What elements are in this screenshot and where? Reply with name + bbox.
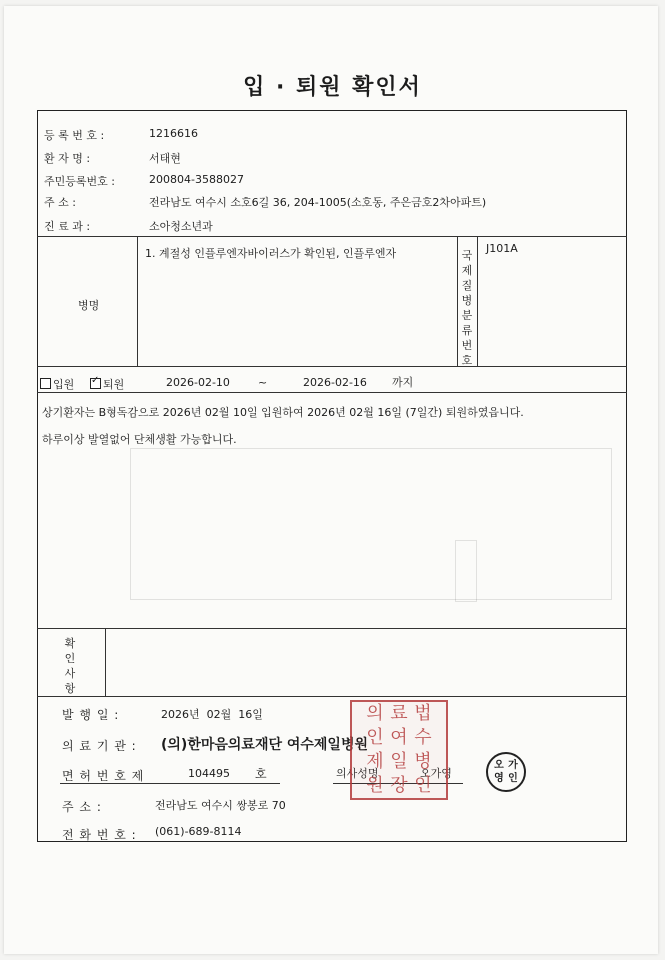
- divider: [457, 236, 458, 366]
- icd-code-value: J101A: [486, 242, 518, 255]
- divider: [37, 366, 627, 367]
- department-label: 진 료 과 :: [44, 220, 91, 233]
- discharge-label: 퇴원: [103, 378, 125, 391]
- patient-name-label: 환 자 명 :: [44, 152, 91, 165]
- hospital-address: 전라남도 여수시 쌍봉로 70: [155, 799, 286, 812]
- discharge-checkbox[interactable]: [90, 378, 101, 389]
- rrn-label: 주민등록번호 :: [44, 175, 115, 188]
- remarks-line-1: 상기환자는 B형독감으로 2026년 02월 10일 입원하여 2026년 02월 16일 (7일간) 퇴원하였읍니다.: [42, 406, 524, 419]
- issue-month-unit: 월: [220, 708, 232, 721]
- divider: [37, 392, 627, 393]
- patient-name-value: 서태현: [149, 152, 181, 165]
- divider: [105, 628, 106, 696]
- license-label: 면 허 번 호 제: [62, 769, 145, 783]
- reg-number-value: 1216616: [149, 127, 198, 140]
- hospital-phone-label: 전 화 번 호 :: [62, 828, 137, 842]
- license-underline: [60, 783, 280, 784]
- hospital-seal-stamp: 의 료 법 인 여 수 제 일 병 원 장 인: [350, 700, 448, 800]
- issue-date: [161, 706, 263, 722]
- divider: [477, 236, 478, 366]
- divider: [37, 236, 627, 237]
- stay-tilde: ~: [258, 376, 268, 389]
- document-title: 입 · 퇴원 확인서: [243, 75, 422, 100]
- bleed-through-shadow: [455, 540, 477, 602]
- reg-number-label: 등 록 번 호 :: [44, 129, 105, 142]
- divider: [37, 696, 627, 697]
- issue-month: 02: [206, 708, 221, 721]
- institution-name: (의)한마음의료재단 여수제일병원: [161, 737, 369, 753]
- diagnosis-label: 병명: [78, 299, 100, 312]
- license-number: 104495: [188, 767, 230, 780]
- doctor-label: 의사성명: [336, 767, 379, 780]
- issue-day-unit: 일: [252, 708, 263, 721]
- admission-checkbox-group: [40, 376, 74, 392]
- confirmation-label: 확인사항: [64, 637, 76, 695]
- stay-end-date: 2026-02-16: [303, 376, 367, 389]
- address-label: 주 소 :: [44, 196, 76, 209]
- address-value: 전라남도 여수시 소호6길 36, 204-1005(소호동, 주은금호2차아파트): [149, 196, 487, 209]
- institution-label: 의 료 기 관 :: [62, 739, 137, 753]
- issue-year: 2026: [161, 708, 189, 721]
- issue-date-label: 발 행 일 :: [62, 708, 120, 722]
- remarks-line-2: 하루이상 발열없어 단체생활 가능합니다.: [42, 433, 237, 446]
- admission-checkbox[interactable]: [40, 378, 51, 389]
- stay-start-date: 2026-02-10: [166, 376, 230, 389]
- department-value: 소아청소년과: [149, 220, 213, 233]
- issue-year-unit: 년: [189, 708, 200, 721]
- admission-label: 입원: [53, 378, 75, 391]
- hospital-phone: (061)-689-8114: [155, 825, 242, 838]
- diagnosis-text: 1. 계절성 인플루엔자바이러스가 확인된, 인플루엔자: [145, 247, 397, 260]
- doctor-seal-stamp: 오 가 영 인: [486, 752, 526, 792]
- divider: [137, 236, 138, 366]
- stay-until: 까지: [392, 376, 414, 389]
- bleed-through-shadow: [130, 448, 612, 600]
- divider: [37, 628, 627, 629]
- license-unit: 호: [255, 767, 267, 781]
- icd-code-label: 국제질병분류번호: [461, 249, 473, 367]
- issue-day: 16: [238, 708, 253, 721]
- discharge-checkbox-group: [90, 376, 124, 392]
- rrn-value: 200804-3588027: [149, 173, 244, 186]
- doctor-name: 오가영: [420, 767, 452, 780]
- hospital-address-label: 주 소 :: [62, 800, 102, 814]
